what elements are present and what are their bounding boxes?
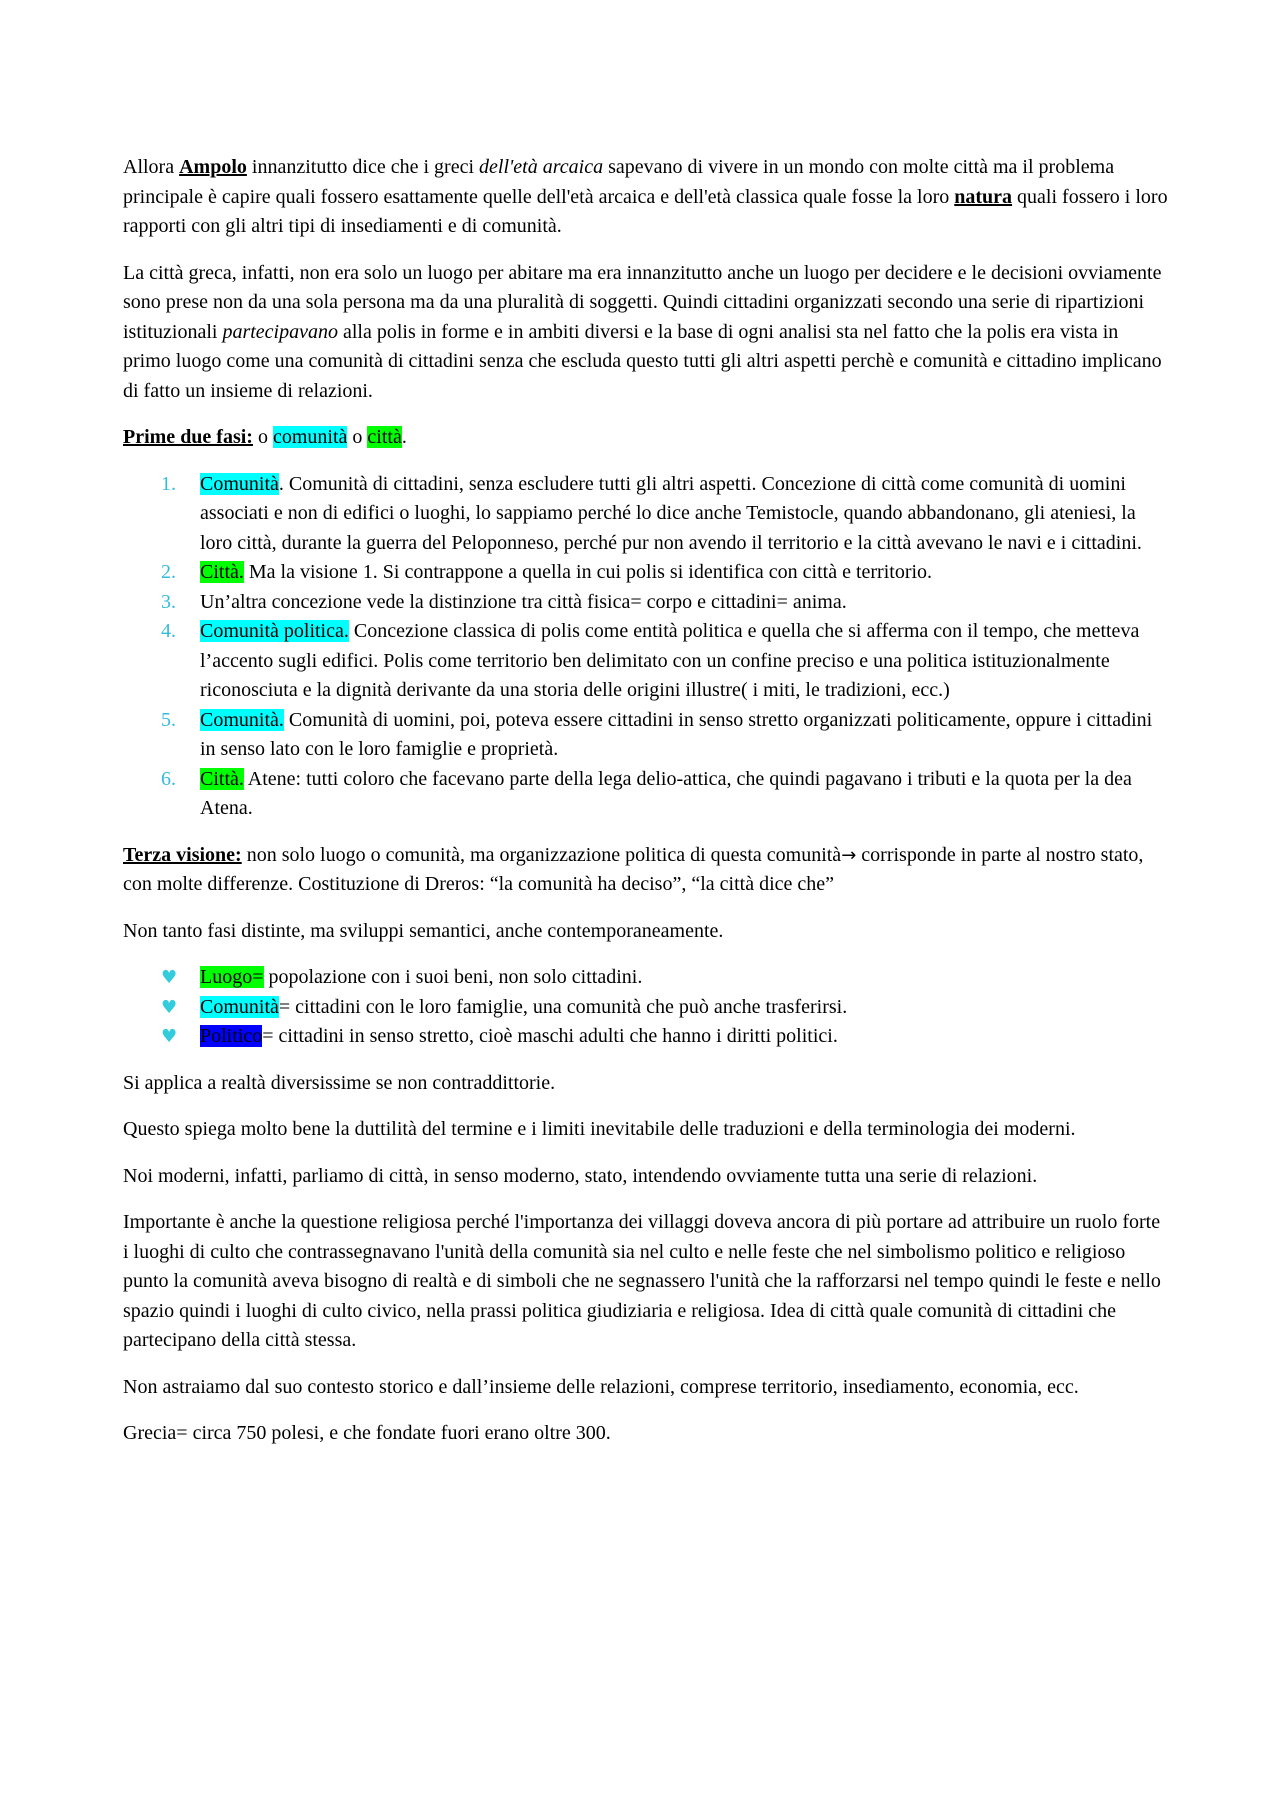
list-item-text: popolazione con i suoi beni, non solo cittadini. <box>263 966 643 988</box>
arrow-icon: → <box>841 844 857 866</box>
highlight-term: Politico <box>200 1025 263 1047</box>
list-item <box>123 1022 1168 1052</box>
document-body <box>123 153 1168 1466</box>
list-item-text: Comunità di uomini, poi, poteva essere cittadini in senso stretto organizzati politicamente, oppure i cittadini in senso lato con le loro famiglie e proprietà. <box>200 708 1153 760</box>
text: La città greca, infatti, non era solo un luogo per abitare ma era innanzitutto anche un luogo per decidere e le decisioni ovviamente sono prese non da una sola persona ma da una pluralità di soggetti. Quindi cittadini organizzati secondo una serie di ripartizioni istituzionali <box>123 261 1162 343</box>
paragraph-moderni: Noi moderni, infatti, parliamo di città, in senso moderno, stato, intendendo ovviamente tutta una serie di relazioni. <box>123 1164 1038 1187</box>
text: sapevano di vivere in un mondo con molte città ma il problema principale è capire quali fossero esattamente quelle dell'età arcaica e dell'età classica quale fosse la loro <box>123 156 1115 208</box>
text: corrisponde in parte al nostro stato, con molte differenze. Costituzione di Dreros: “la comunità ha deciso”, “la città dice che” <box>123 843 1144 895</box>
list-item-text: Un’altra concezione vede la distinzione tra città fisica= corpo e cittadini= anima. <box>200 590 847 613</box>
list-item-text: = cittadini con le loro famiglie, una comunità che può anche trasferirsi. <box>278 995 848 1018</box>
paragraph-intro <box>123 153 1168 242</box>
list-number: 4. <box>161 620 176 642</box>
natura-term: natura <box>954 185 1013 208</box>
highlight-term: Luogo= <box>200 966 264 988</box>
list-item-text: . Comunità di cittadini, senza escludere tutti gli altri aspetti. Concezione di città come comunità di uomini associati e non di edifici o luoghi, lo sappiamo perché lo dice anche Temistocle, quando abbandonano, gli ateniesi, la loro città, durante la guerra del Peloponneso, perché pur non avendo il territorio e la città avevano le navi e i cittadini. <box>200 472 1142 554</box>
heart-bullet-list <box>123 963 1168 1052</box>
heart-icon: ♥ <box>161 996 178 1018</box>
list-item-text: Concezione classica di polis come entità politica e quella che si afferma con il tempo, che metteva l’accento sugli edifici. Polis come territorio ben delimitato con un confine preciso e una politica istituzionalmente riconosciuta e la dignità derivante da una storia delle origini illustre( i miti, le tradizioni, ecc.) <box>200 620 1140 701</box>
highlight-term: Comunità <box>200 995 279 1018</box>
list-item <box>123 963 1168 993</box>
list-item-text: Atene: tutti coloro che facevano parte della lega delio-attica, che quindi pagavano i tributi e la quota per la dea Atena. <box>200 767 1132 819</box>
highlight-term: Comunità. <box>200 708 284 731</box>
highlight-term: Città. <box>200 767 244 790</box>
paragraph-religiosa: Importante è anche la questione religiosa perché l'importanza dei villaggi doveva ancora di più portare ad attribuire un ruolo forte i luoghi di culto che contrassegnavano l'unità della comunità sia nel culto e nelle feste che nel simbolismo politico e religioso punto la comunità aveva bisogno di realtà e di simboli che ne segnassero l'unità che la rafforzarsi nel tempo quindi le feste e nello spazio quindi i luoghi di culto civico, nella prassi politica giudiziaria e religiosa. Idea di città quale comunità di cittadini che partecipano della città stessa. <box>123 1211 1161 1351</box>
paragraph-astraiamo: Non astraiamo dal suo contesto storico e dall’insieme delle relazioni, comprese territorio, insediamento, economia, ecc. <box>123 1375 1079 1398</box>
highlight-comunita: comunità <box>272 426 348 448</box>
list-item <box>123 588 1168 618</box>
paragraph-applica: Si applica a realtà diversissime se non contraddittorie. <box>123 1071 556 1094</box>
ampolo-term: Ampolo <box>179 156 247 178</box>
text: alla polis in forme e in ambiti diversi e la base di ogni analisi sta nel fatto che la polis era vista in primo luogo come una comunità di cittadini senza che escluda questo tutti gli altri aspetti perchè e comunità e cittadino implicano di fatto un insieme di relazioni. <box>123 320 1162 402</box>
list-item <box>123 558 1168 588</box>
list-item-text: = cittadini in senso stretto, cioè maschi adulti che hanno i diritti politici. <box>262 1025 838 1047</box>
text: Allora <box>123 156 180 178</box>
text: . <box>401 426 407 448</box>
paragraph-prime-due-fasi <box>123 423 1168 453</box>
heart-icon: ♥ <box>161 1026 178 1047</box>
paragraph-terza-visione <box>123 841 1168 900</box>
list-item <box>123 617 1168 706</box>
list-number: 5. <box>161 708 176 731</box>
prime-due-fasi-heading: Prime due fasi: <box>123 426 253 448</box>
text: quali fossero i loro rapporti con gli altri tipi di insediamenti e di comunità. <box>123 185 1168 237</box>
paragraph-duttilita: Questo spiega molto bene la duttilità del termine e i limiti inevitabile delle traduzioni e della terminologia dei moderni. <box>123 1118 1076 1140</box>
paragraph-citta-greca <box>123 259 1168 407</box>
text: o <box>252 426 273 448</box>
list-number: 6. <box>161 767 176 790</box>
list-number: 1. <box>161 472 176 495</box>
paragraph-grecia: Grecia= circa 750 polesi, e che fondate fuori erano oltre 300. <box>123 1422 611 1444</box>
list-item <box>123 993 1168 1023</box>
paragraph-sviluppi: Non tanto fasi distinte, ma sviluppi semantici, anche contemporaneamente. <box>123 919 724 942</box>
list-item <box>123 706 1168 765</box>
list-number: 2. <box>161 561 176 583</box>
text: innanzitutto dice che i greci <box>246 156 480 178</box>
arcaica-term: dell'età arcaica <box>479 156 604 178</box>
highlight-citta: città <box>367 426 402 448</box>
list-item <box>123 470 1168 559</box>
terza-visione-heading: Terza visione: <box>123 843 242 866</box>
highlight-term: Città. <box>200 561 244 583</box>
text: o <box>347 426 368 448</box>
list-number: 3. <box>161 590 176 613</box>
list-item-text: Ma la visione 1. Si contrappone a quella in cui polis si identifica con città e territorio. <box>243 561 933 583</box>
partecipavano-term: partecipavano <box>222 320 338 343</box>
highlight-term: Comunità <box>200 472 279 495</box>
text: non solo luogo o comunità, ma organizzazione politica di questa comunità <box>241 843 842 866</box>
highlight-term: Comunità politica. <box>200 620 349 642</box>
numbered-list <box>123 470 1168 824</box>
list-item <box>123 765 1168 824</box>
heart-icon: ♥ <box>161 967 178 988</box>
